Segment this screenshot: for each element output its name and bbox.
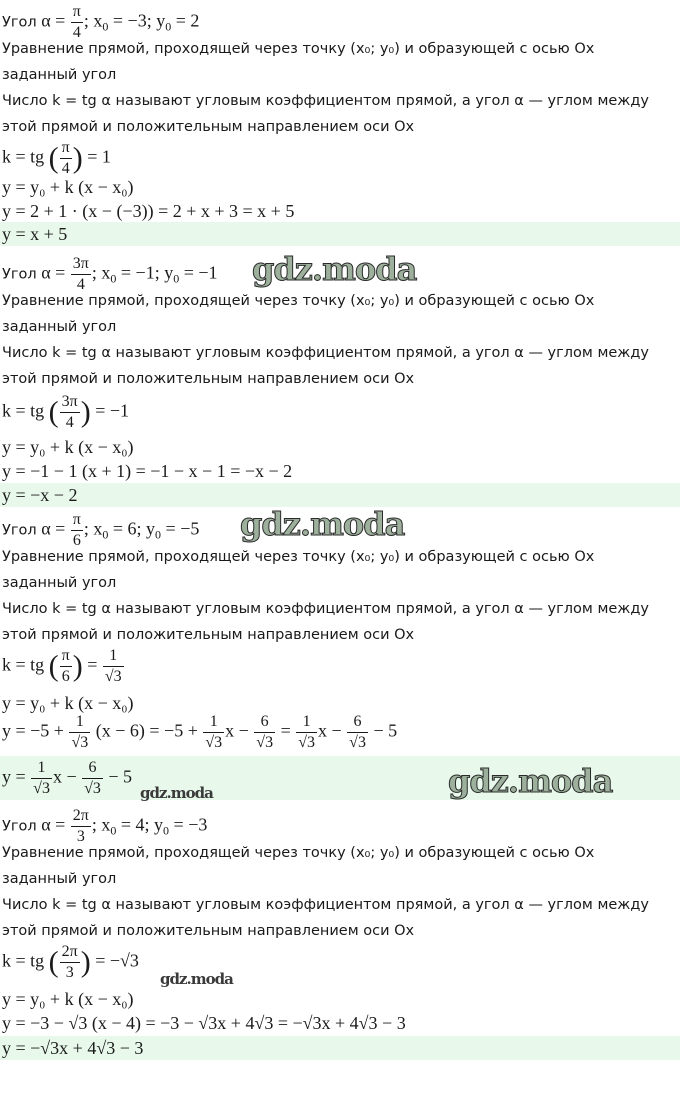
angle-line-1: Угол α = $\frac{\pi}{4}$ ; $x_0 = -3$; $y_0 = 2$	[2, 3, 200, 41]
angle-line-4: Угол α = $\frac{2\pi}{3}$ ; $x_0 = 4$; $y_0 = -3$	[2, 807, 208, 845]
intro-line-1: Уравнение прямой, проходящей через точку (x₀; y₀) и образующей с осью Ox	[2, 41, 595, 57]
calc-line-1: y = 2 + 1 · (x − (−3)) = 2 + x + 3 = x + 5	[2, 201, 295, 221]
intro-line-3: Уравнение прямой, проходящей через точку (x₀; y₀) и образующей с осью Ox	[2, 549, 595, 565]
watermark-logo: gdz.moda	[252, 250, 417, 288]
answer-line-4: y = −√3x + 4√3 − 3	[2, 1038, 144, 1058]
intro2-line-2: заданный угол	[2, 319, 117, 335]
def1-line-2: Число k = tg α называют угловым коэффициентом прямой, а угол α — углом между	[2, 345, 649, 361]
formula-line-2: y = y₀ + k (x − x₀)	[2, 437, 134, 457]
watermark-logo: gdz.moda	[448, 762, 613, 800]
formula-line-1: y = y₀ + k (x − x₀)	[2, 177, 134, 197]
angle-line-2: Угол α = $\frac{3\pi}{4}$ ; $x_0 = -1$; $y_0 = -1$	[2, 255, 218, 293]
k-line-2: k = tg ( $\frac{3\pi}{4}$ ) = −1	[2, 393, 130, 431]
calc-line-2: y = −1 − 1 (x + 1) = −1 − x − 1 = −x − 2	[2, 461, 293, 481]
watermark-logo-small: gdz.moda	[160, 970, 233, 988]
calc-line-4: y = −3 − √3 (x − 4) = −3 − √3x + 4√3 = −√3x + 4√3 − 3	[2, 1013, 406, 1033]
formula-line-3: y = y₀ + k (x − x₀)	[2, 693, 134, 713]
def2-line-2: этой прямой и положительным направлением оси Ox	[2, 371, 415, 387]
def1-line-3: Число k = tg α называют угловым коэффициентом прямой, а угол α — углом между	[2, 601, 649, 617]
k-line-4: k = tg ( $\frac{2\pi}{3}$ ) = −√3	[2, 943, 139, 981]
intro2-line-1: заданный угол	[2, 67, 117, 83]
def1-line-4: Число k = tg α называют угловым коэффициентом прямой, а угол α — углом между	[2, 897, 649, 913]
k-line-3: k = tg ( $\frac{\pi}{6}$ ) = $\frac{1}{√3}$	[2, 647, 122, 685]
k-line-1: k = tg ( $\frac{\pi}{4}$ ) = 1	[2, 139, 111, 177]
def2-line-3: этой прямой и положительным направлением оси Ox	[2, 627, 415, 643]
watermark-logo-small: gdz.moda	[140, 784, 213, 802]
intro-line-4: Уравнение прямой, проходящей через точку (x₀; y₀) и образующей с осью Ox	[2, 845, 595, 861]
def2-line-4: этой прямой и положительным направлением оси Ox	[2, 923, 415, 939]
intro-line-2: Уравнение прямой, проходящей через точку (x₀; y₀) и образующей с осью Ox	[2, 293, 595, 309]
def2-line-1: этой прямой и положительным направлением оси Ox	[2, 119, 415, 135]
formula-line-4: y = y₀ + k (x − x₀)	[2, 989, 134, 1009]
answer-line-3: y = $\frac{1}{√3}$ x − $\frac{6}{√3}$ − 5	[2, 759, 133, 797]
angle-line-3: Угол α = $\frac{\pi}{6}$ ; $x_0 = 6$; $y_0 = -5$	[2, 511, 200, 549]
answer-line-2: y = −x − 2	[2, 485, 78, 505]
intro2-line-3: заданный угол	[2, 575, 117, 591]
answer-line-1: y = x + 5	[2, 224, 68, 244]
intro2-line-4: заданный угол	[2, 871, 117, 887]
calc-line-3: y = −5 + $\frac{1}{√3}$ (x − 6) = −5 + $\frac{1}{√3}$ x − $\frac{6}{√3}$ = $\frac{1}{√3}$ x − $\frac{6}{√3}$ − 5	[2, 713, 398, 751]
def1-line-1: Число k = tg α называют угловым коэффициентом прямой, а угол α — углом между	[2, 93, 649, 109]
watermark-logo: gdz.moda	[240, 505, 405, 543]
